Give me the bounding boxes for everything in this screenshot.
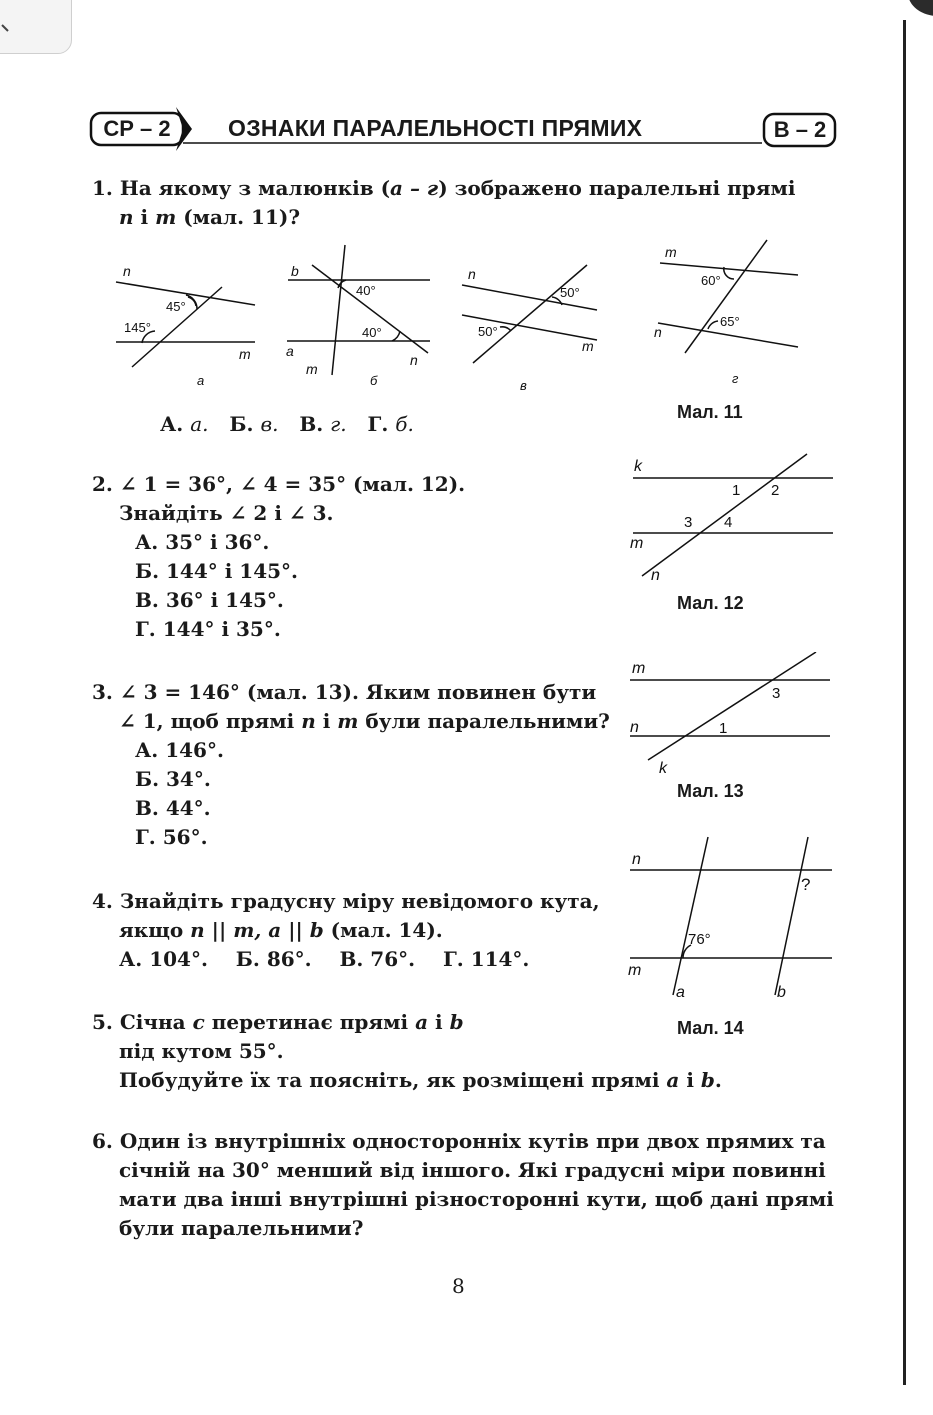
question-6 bbox=[92, 1127, 852, 1243]
chevron-icon bbox=[0, 19, 19, 39]
fig-b-label-a: a bbox=[286, 343, 294, 359]
conj: і bbox=[679, 1068, 701, 1092]
fig-b-sub: б bbox=[370, 373, 378, 388]
answer-a[interactable] bbox=[160, 412, 209, 436]
answer-val: б. bbox=[395, 412, 414, 436]
q6-line-3: мати два інші внутрішні різносторонні кути, щоб дані прямі bbox=[119, 1187, 834, 1211]
fig-13-angle-3: 3 bbox=[772, 685, 781, 702]
figure-12-caption: Мал. 12 bbox=[677, 593, 744, 613]
q4-line-1: Знайдіть градусну міру невідомого кута, bbox=[119, 889, 600, 913]
option-d[interactable]: Г. 144° і 35°. bbox=[135, 617, 281, 641]
var-c: c bbox=[192, 1010, 205, 1034]
question-1 bbox=[92, 174, 837, 232]
fig-12-angle-2: 2 bbox=[771, 482, 780, 499]
var-n: n bbox=[119, 205, 134, 229]
answer-c[interactable] bbox=[299, 412, 346, 436]
option-c[interactable]: В. 44°. bbox=[135, 796, 211, 820]
fig-a-angle-1: 45° bbox=[166, 299, 186, 314]
answer-key: В. bbox=[299, 412, 324, 436]
question-number: 2. bbox=[92, 472, 113, 496]
option-d[interactable]: Г. 56°. bbox=[135, 825, 208, 849]
fig-a-label-m: m bbox=[239, 346, 251, 362]
fig-14-m: m bbox=[628, 962, 642, 979]
fig-c-angle-2: 50° bbox=[478, 324, 498, 339]
fig-c-label-n: n bbox=[468, 266, 476, 282]
figure-14 bbox=[620, 835, 840, 1005]
question-1-line-1 bbox=[92, 174, 837, 203]
fig-d-label-n: n bbox=[654, 324, 662, 340]
option-b[interactable]: Б. 86°. bbox=[235, 947, 312, 971]
fig-d-label-m: m bbox=[665, 244, 677, 260]
var-m: m bbox=[337, 709, 359, 733]
fig-d-angle-2: 65° bbox=[720, 314, 740, 329]
figure-13-caption: Мал. 13 bbox=[677, 781, 744, 801]
var-b: b bbox=[700, 1068, 715, 1092]
figure-11 bbox=[100, 235, 820, 400]
conj: і bbox=[315, 709, 338, 733]
fig-a-angle-2: 145° bbox=[124, 320, 151, 335]
fig-b-label-n: n bbox=[410, 352, 418, 368]
fig-14-a: a bbox=[676, 984, 685, 1001]
option-a[interactable]: А. 104°. bbox=[119, 947, 208, 971]
figure-13 bbox=[620, 652, 840, 782]
q4-relations: n || m, a || b bbox=[190, 918, 324, 942]
answer-key: А. bbox=[160, 412, 184, 436]
q6-line-4: були паралельними? bbox=[119, 1216, 364, 1240]
question-number: 1. bbox=[92, 176, 113, 200]
option-c[interactable]: В. 36° і 145°. bbox=[135, 588, 284, 612]
q3-rest: були паралельними? bbox=[358, 709, 610, 733]
question-number: 3. bbox=[92, 680, 113, 704]
q1-rest: (мал. 11)? bbox=[176, 205, 301, 229]
option-b[interactable]: Б. 144° і 145°. bbox=[135, 559, 298, 583]
var-a: a bbox=[415, 1010, 429, 1034]
q2-line-2: Знайдіть ∠ 2 і ∠ 3. bbox=[119, 501, 334, 525]
fig-c-sub: в bbox=[520, 378, 527, 393]
q4-options bbox=[92, 945, 632, 974]
q5-line-2: під кутом 55°. bbox=[119, 1039, 284, 1063]
fig-14-n: n bbox=[632, 851, 641, 868]
header bbox=[88, 103, 838, 155]
option-a[interactable]: А. 35° і 36°. bbox=[135, 530, 270, 554]
header-right-badge: В – 2 bbox=[773, 117, 827, 142]
fig-a-sub: а bbox=[197, 373, 205, 388]
fig-12-n: n bbox=[651, 567, 660, 584]
q4-rest: (мал. 14). bbox=[323, 918, 443, 942]
q4-line-2: якщо bbox=[119, 918, 191, 942]
q5-end: . bbox=[714, 1068, 722, 1092]
option-b[interactable]: Б. 34°. bbox=[135, 767, 211, 791]
question-number: 4. bbox=[92, 889, 113, 913]
question-number: 6. bbox=[92, 1129, 113, 1153]
question-2 bbox=[92, 470, 612, 644]
var-n: n bbox=[301, 709, 316, 733]
var-a: a bbox=[666, 1068, 680, 1092]
figure-11-c bbox=[462, 265, 597, 363]
fig-b-label-b: b bbox=[291, 263, 299, 279]
question-4 bbox=[92, 887, 632, 974]
answer-d[interactable] bbox=[368, 412, 414, 436]
q2-line-1: ∠ 1 = 36°, ∠ 4 = 35° (мал. 12). bbox=[119, 472, 466, 496]
fig-13-angle-1: 1 bbox=[719, 720, 728, 737]
fig-d-sub: г bbox=[732, 371, 739, 386]
header-left-badge: СР – 2 bbox=[103, 116, 171, 141]
q6-line-1: Один із внутрішніх односторонніх кутів при двох прямих та bbox=[119, 1129, 826, 1153]
answer-key: Г. bbox=[367, 412, 389, 436]
question-number: 5. bbox=[92, 1010, 113, 1034]
corner-shadow bbox=[908, 0, 933, 16]
figure-11-caption: Мал. 11 bbox=[677, 402, 743, 422]
question-1-answers bbox=[160, 410, 414, 439]
fig-c-angle-1: 50° bbox=[560, 285, 580, 300]
page-title: ОЗНАКИ ПАРАЛЕЛЬНОСТІ ПРЯМИХ bbox=[228, 115, 643, 141]
figure-12 bbox=[620, 452, 840, 592]
option-a[interactable]: А. 146°. bbox=[135, 738, 224, 762]
top-tab bbox=[0, 0, 72, 54]
q3-line-2: ∠ 1, щоб прямі bbox=[119, 709, 302, 733]
fig-a-label-n: n bbox=[123, 263, 131, 279]
fig-13-k: k bbox=[659, 760, 667, 777]
conj: і bbox=[428, 1010, 450, 1034]
figure-14-caption: Мал. 14 bbox=[677, 1018, 744, 1038]
q1-range: а – г bbox=[390, 176, 439, 200]
fig-d-angle-1: 60° bbox=[701, 273, 721, 288]
var-m: m bbox=[155, 205, 177, 229]
page-edge bbox=[903, 20, 906, 1385]
question-3 bbox=[92, 678, 632, 852]
fig-b-angle-1: 40° bbox=[356, 283, 376, 298]
fig-13-m: m bbox=[632, 660, 646, 677]
answer-val: а. bbox=[190, 412, 209, 436]
fig-13-n: n bbox=[630, 719, 639, 736]
var-b: b bbox=[449, 1010, 464, 1034]
conj: і bbox=[133, 205, 156, 229]
fig-14-unknown: ? bbox=[801, 875, 811, 894]
fig-b-angle-2: 40° bbox=[362, 325, 382, 340]
q1-text-b: ) зображено паралельні прямі bbox=[438, 176, 796, 200]
q5-line-3: Побудуйте їх та поясніть, як розміщені прямі bbox=[119, 1068, 667, 1092]
answer-val: в. bbox=[260, 412, 279, 436]
fig-14-b: b bbox=[777, 984, 786, 1001]
answer-b[interactable] bbox=[229, 412, 278, 436]
fig-b-label-m: m bbox=[306, 361, 318, 377]
figure-11-b bbox=[287, 245, 430, 375]
q5-text-b: перетинає прямі bbox=[204, 1010, 416, 1034]
fig-12-k: k bbox=[634, 458, 642, 475]
q1-text: На якому з малюнків ( bbox=[119, 176, 391, 200]
answer-key: Б. bbox=[229, 412, 254, 436]
option-d[interactable]: Г. 114°. bbox=[442, 947, 530, 971]
fig-c-label-m: m bbox=[582, 338, 594, 354]
question-5 bbox=[92, 1008, 832, 1095]
fig-12-angle-4: 4 bbox=[724, 514, 733, 531]
answer-val: г. bbox=[330, 412, 347, 436]
q5-text: Січна bbox=[119, 1010, 193, 1034]
fig-12-angle-3: 3 bbox=[684, 514, 693, 531]
option-c[interactable]: В. 76°. bbox=[339, 947, 416, 971]
figure-11-d bbox=[658, 240, 798, 353]
question-1-line-2 bbox=[92, 203, 837, 232]
q6-line-2: січній на 30° менший від іншого. Які градусні міри повинні bbox=[119, 1158, 826, 1182]
fig-12-m: m bbox=[630, 535, 644, 552]
fig-12-angle-1: 1 bbox=[732, 482, 741, 499]
q3-line-1: ∠ 3 = 146° (мал. 13). Яким повинен бути bbox=[119, 680, 597, 704]
page-number: 8 bbox=[452, 1274, 465, 1298]
fig-14-angle: 76° bbox=[688, 931, 711, 948]
